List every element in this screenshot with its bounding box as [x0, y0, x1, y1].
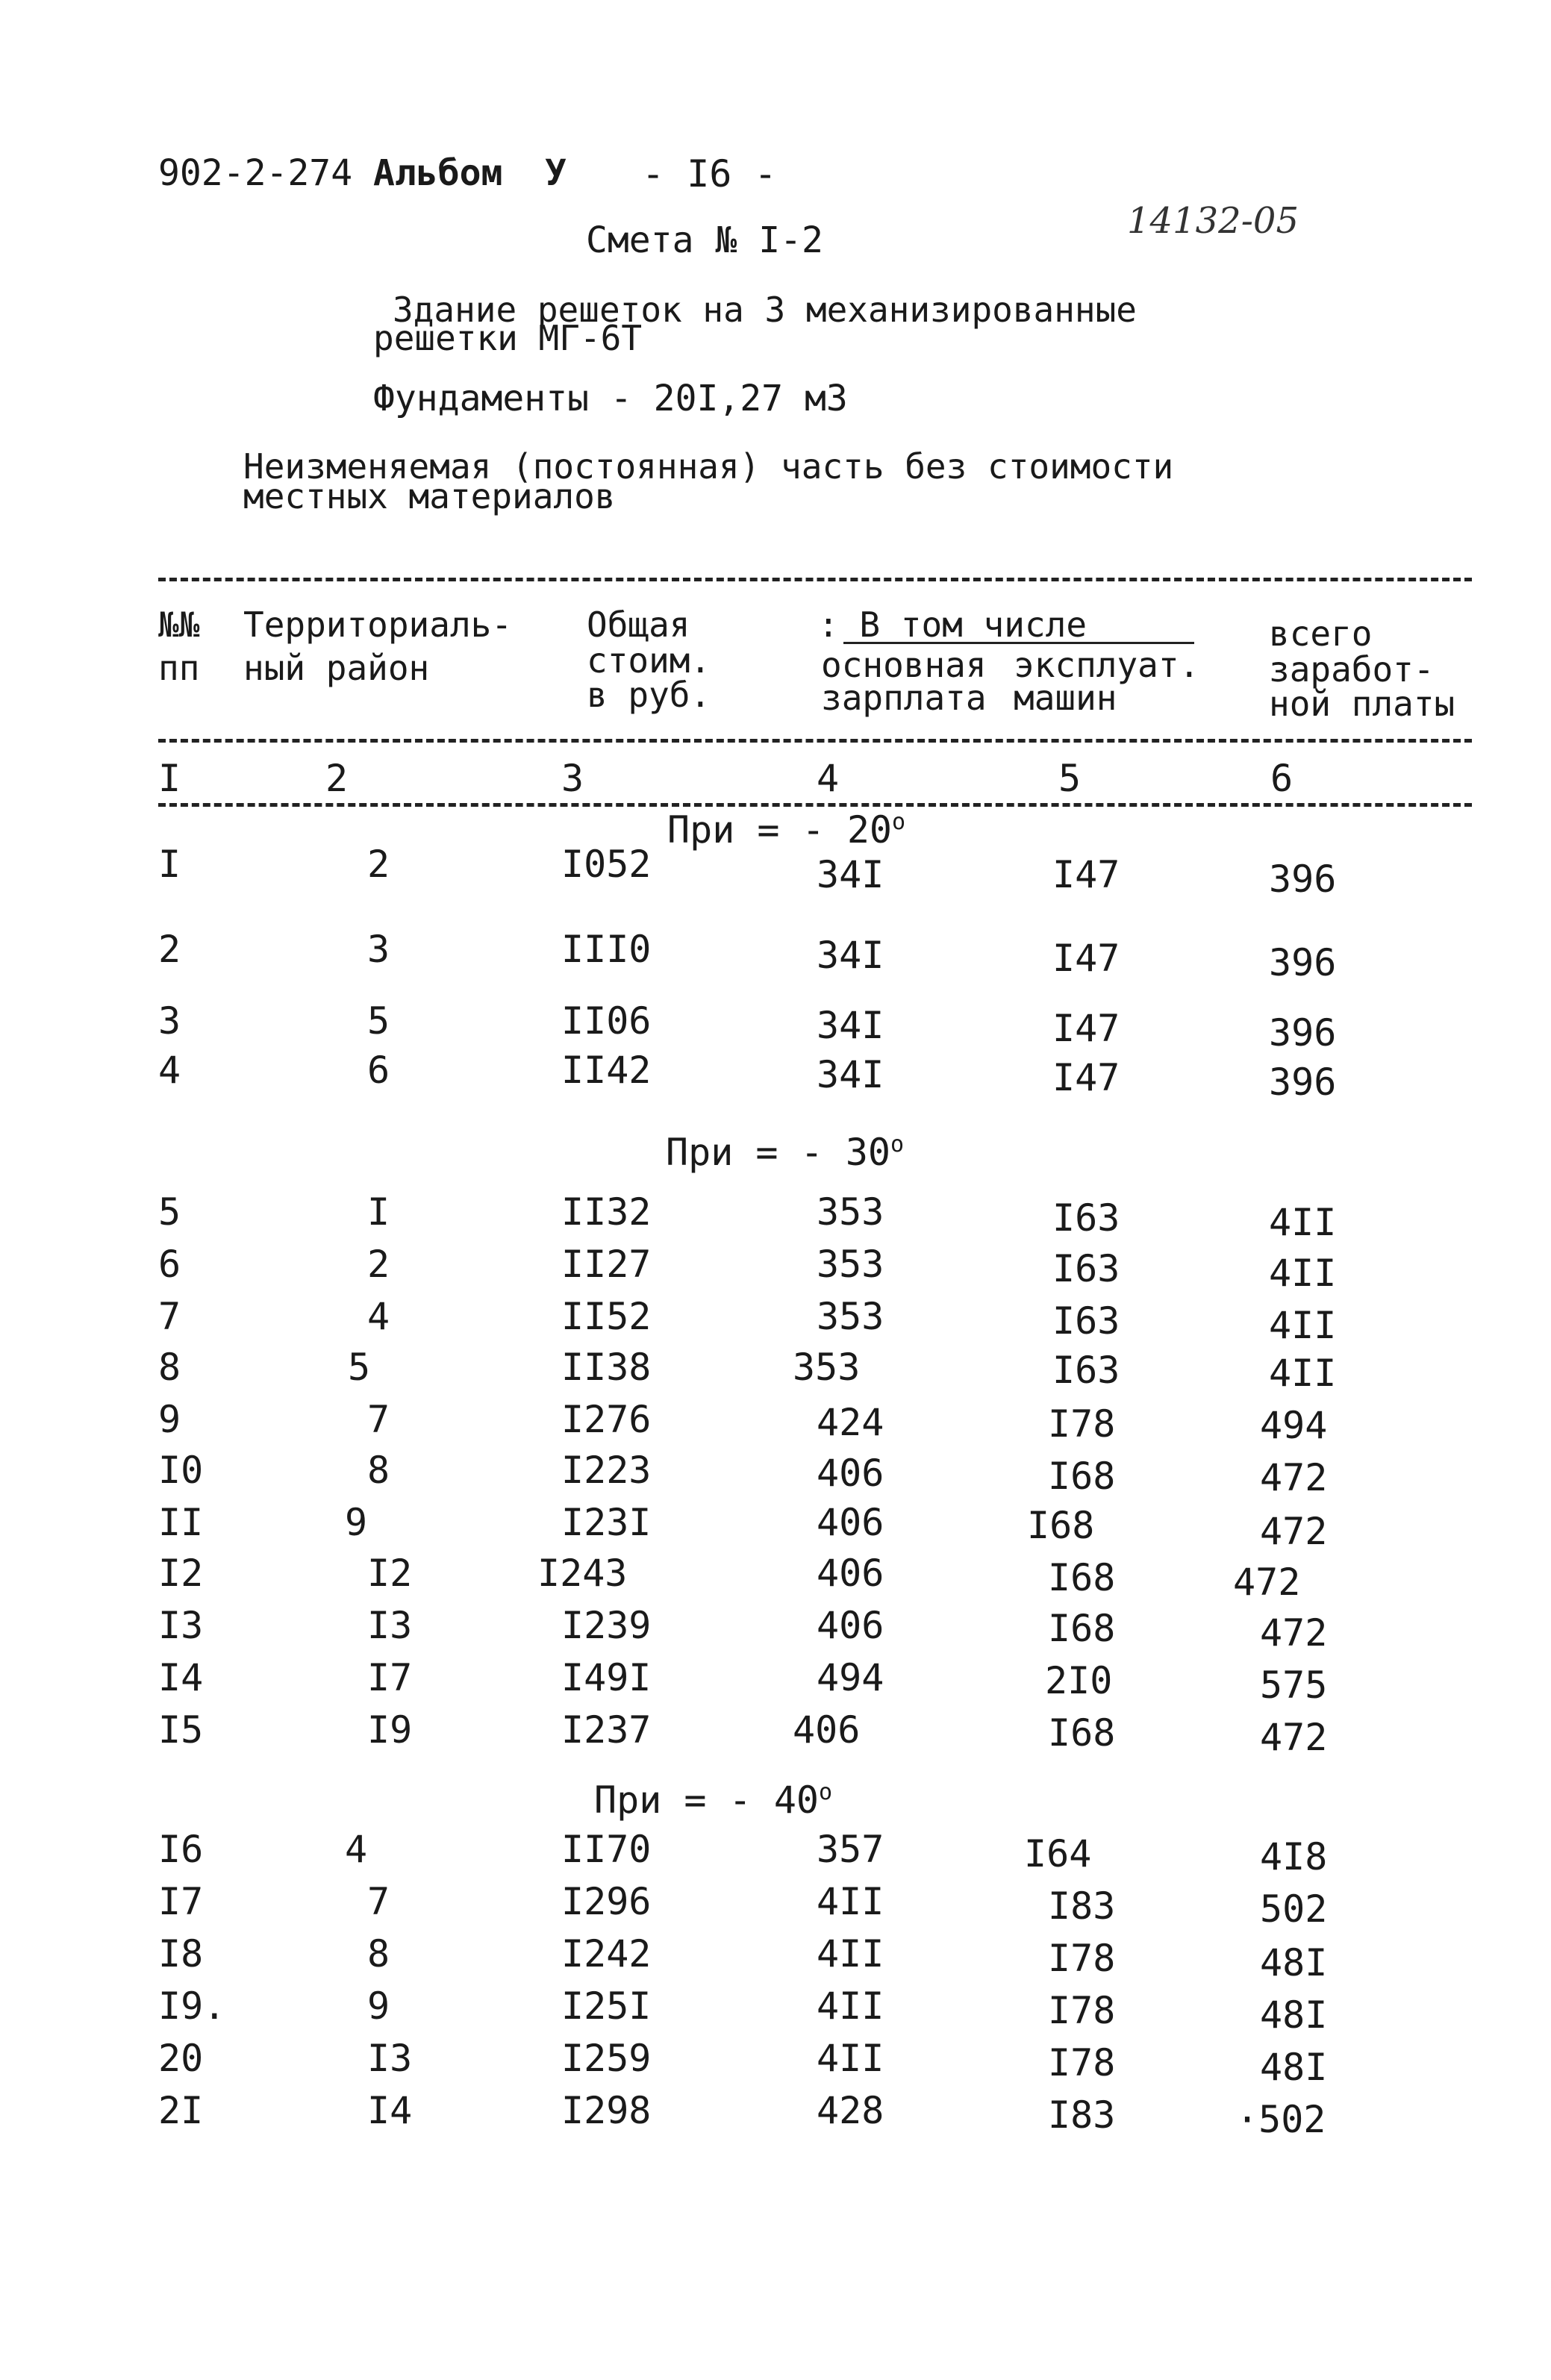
cell-total: II27	[561, 1243, 652, 1286]
cell-total: III0	[561, 928, 652, 971]
cell-machines: I78	[1048, 1937, 1116, 1980]
cell-number: 6	[158, 1243, 181, 1286]
part-description-2: местных материалов	[243, 476, 616, 516]
header-group-label: : В том числе	[818, 605, 1087, 645]
header-col1-line2: пп	[158, 648, 200, 688]
degree-mark: о	[890, 1131, 905, 1158]
cell-number: I8	[158, 1932, 204, 1975]
header-col4-line1: основная	[821, 645, 987, 685]
cell-number: 8	[158, 1346, 181, 1389]
table-row	[0, 843, 1551, 901]
cell-total: I052	[561, 843, 652, 886]
cell-machines: I63	[1052, 1247, 1120, 1290]
cell-salary: 406	[793, 1708, 861, 1752]
degree-mark: о	[892, 809, 906, 835]
cell-total: II32	[561, 1190, 652, 1234]
cell-region: 9	[367, 1984, 390, 2028]
header-col6-line3: ной платы	[1269, 684, 1455, 724]
cell-total: I223	[561, 1449, 652, 1492]
foundations-volume: Фундаменты - 20I,27 м3	[373, 378, 848, 419]
cell-region: 8	[367, 1932, 390, 1975]
header-col4-line2: зарплата	[821, 678, 987, 718]
cell-machines: I68	[1027, 1504, 1095, 1547]
cell-region: 4	[345, 1828, 368, 1871]
cell-number: 3	[158, 999, 181, 1043]
table-row	[0, 1243, 1551, 1295]
table-row	[0, 1049, 1551, 1104]
cell-wages: 396	[1269, 941, 1337, 984]
table-row	[0, 1398, 1551, 1447]
cell-wages: 472	[1233, 1561, 1301, 1604]
cell-wages: 396	[1269, 858, 1337, 901]
cell-salary: 4II	[817, 1932, 884, 1975]
header-col3-line1: Общая	[587, 605, 690, 645]
cell-salary: 406	[817, 1604, 884, 1647]
cell-salary: 34I	[817, 1004, 884, 1047]
cell-region: I7	[367, 1656, 413, 1699]
cell-salary: 353	[817, 1243, 884, 1286]
cell-number: 20	[158, 2037, 204, 2080]
cell-region: 3	[367, 928, 390, 971]
building-line-1: Здание решеток на 3 механизированные	[393, 290, 1137, 330]
header-col5-line2: машин	[1014, 678, 1117, 718]
cell-region: 7	[367, 1398, 390, 1441]
cell-total: I296	[561, 1880, 652, 1923]
cell-salary: 353	[793, 1346, 861, 1389]
header-col6-line2: заработ-	[1269, 649, 1435, 690]
part-description-1: Неизменяемая (постоянная) часть без стоимости	[243, 446, 1174, 487]
cell-salary: 406	[817, 1452, 884, 1495]
cell-number: I2	[158, 1552, 204, 1595]
condition-text: При = - 40	[594, 1778, 820, 1822]
table-row	[0, 1295, 1551, 1347]
cell-wages: 4II	[1269, 1252, 1337, 1295]
cell-number: 9	[158, 1398, 181, 1441]
page-number: - I6 -	[642, 152, 777, 196]
header-col2-line1: Территориаль-	[243, 605, 513, 645]
cell-salary: 4II	[817, 2037, 884, 2080]
cell-number: I3	[158, 1604, 204, 1647]
header-col6-line1: всего	[1269, 613, 1373, 654]
header-bottom-rule	[158, 739, 1472, 743]
column-number-5: 5	[1058, 757, 1082, 800]
cell-salary: 406	[817, 1552, 884, 1595]
table-row	[0, 1346, 1551, 1395]
cell-total: I243	[537, 1552, 628, 1595]
cell-wages: 396	[1269, 1061, 1337, 1104]
building-line-2: решетки МГ-6Т	[373, 318, 643, 358]
cell-number: I4	[158, 1656, 204, 1699]
cell-region: 2	[367, 1243, 390, 1286]
cell-wages: 494	[1260, 1404, 1328, 1447]
cell-salary: 4II	[817, 1984, 884, 2028]
cell-salary: 424	[817, 1401, 884, 1444]
cell-wages: 472	[1260, 1716, 1328, 1759]
cell-machines: I68	[1048, 1711, 1116, 1755]
cell-machines: I78	[1048, 1989, 1116, 2032]
document-code: 902-2-274	[158, 152, 353, 194]
cell-number: 4	[158, 1049, 181, 1092]
cell-total: II70	[561, 1828, 652, 1871]
cell-salary: 353	[817, 1190, 884, 1234]
cell-machines: I63	[1052, 1299, 1120, 1343]
cell-region: I4	[367, 2089, 413, 2132]
header-col3-line3: в руб.	[587, 675, 711, 715]
cell-machines: I63	[1052, 1349, 1120, 1392]
cell-salary: 428	[817, 2089, 884, 2132]
album-number: У	[545, 152, 567, 194]
cell-salary: 34I	[817, 934, 884, 977]
column-number-2: 2	[325, 757, 349, 800]
cell-region: I3	[367, 2037, 413, 2080]
column-number-rule	[158, 803, 1472, 807]
column-number-1: I	[158, 757, 181, 800]
cell-salary: 4II	[817, 1880, 884, 1923]
cell-salary: 406	[817, 1501, 884, 1544]
cell-machines: I78	[1048, 2041, 1116, 2084]
cell-machines: I47	[1052, 1056, 1120, 1099]
table-row	[0, 999, 1551, 1055]
cell-region: 8	[367, 1449, 390, 1492]
header-col3-line2: стоим.	[587, 640, 711, 681]
cell-machines: I83	[1048, 2093, 1116, 2137]
cell-number: 2I	[158, 2089, 204, 2132]
cell-machines: I63	[1052, 1196, 1120, 1240]
column-number-6: 6	[1270, 757, 1293, 800]
cell-region: 5	[348, 1346, 371, 1389]
cell-salary: 34I	[817, 1053, 884, 1096]
cell-machines: 2I0	[1045, 1659, 1113, 1702]
cell-total: I242	[561, 1932, 652, 1975]
cell-wages: 502	[1260, 1887, 1328, 1931]
cell-region: 9	[345, 1501, 368, 1544]
table-row	[0, 1880, 1551, 1931]
handwritten-reference: 14132-05	[1127, 200, 1299, 242]
table-top-rule	[158, 578, 1472, 581]
cell-region: 5	[367, 999, 390, 1043]
table-row	[0, 1552, 1551, 1604]
cell-number: 7	[158, 1295, 181, 1338]
cell-number: I5	[158, 1708, 204, 1752]
cell-wages: 4II	[1269, 1201, 1337, 1244]
cell-number: 2	[158, 928, 181, 971]
table-row	[0, 1932, 1551, 1984]
cell-wages: 396	[1269, 1011, 1337, 1055]
cell-wages: 4I8	[1260, 1835, 1328, 1878]
table-row	[0, 1708, 1551, 1759]
cell-region: I2	[367, 1552, 413, 1595]
cell-wages: 48I	[1260, 2046, 1328, 2089]
cell-machines: I47	[1052, 937, 1120, 980]
cell-wages: 472	[1260, 1510, 1328, 1553]
cell-machines: I83	[1048, 1884, 1116, 1928]
cell-wages: 4II	[1269, 1352, 1337, 1395]
cell-wages: 575	[1260, 1664, 1328, 1707]
cell-salary: 357	[817, 1828, 884, 1871]
cell-wages: 472	[1260, 1611, 1328, 1655]
header-col5-line1: эксплуат.	[1014, 645, 1200, 685]
table-row	[0, 928, 1551, 984]
table-row	[0, 1828, 1551, 1878]
header-col2-line2: ный район	[243, 648, 430, 688]
cell-total: I276	[561, 1398, 652, 1441]
cell-total: II42	[561, 1049, 652, 1092]
album-label: Альбом	[373, 152, 503, 194]
table-row	[0, 1984, 1551, 2037]
cell-total: I23I	[561, 1501, 652, 1544]
cell-wages: 4II	[1269, 1304, 1337, 1347]
cell-wages: ·502	[1236, 2098, 1326, 2141]
cell-total: II06	[561, 999, 652, 1043]
cell-salary: 494	[817, 1656, 884, 1699]
cell-region: I9	[367, 1708, 413, 1752]
cell-region: 6	[367, 1049, 390, 1092]
cell-machines: I68	[1048, 1455, 1116, 1498]
cell-region: 2	[367, 843, 390, 886]
cell-machines: I64	[1024, 1832, 1092, 1875]
cell-number: 5	[158, 1190, 181, 1234]
cell-machines: I68	[1048, 1556, 1116, 1599]
cell-salary: 34I	[817, 853, 884, 896]
cell-region: I3	[367, 1604, 413, 1647]
header-col1-line1: №№	[158, 605, 200, 645]
cell-total: I237	[561, 1708, 652, 1752]
cell-machines: I68	[1048, 1607, 1116, 1650]
cell-number: I9.	[158, 1984, 226, 2028]
cell-number: I	[158, 843, 181, 886]
cell-total: I298	[561, 2089, 652, 2132]
cell-total: I25I	[561, 1984, 652, 2028]
cell-total: I259	[561, 2037, 652, 2080]
cell-total: II38	[561, 1346, 652, 1389]
table-row	[0, 1604, 1551, 1655]
table-row	[0, 2089, 1551, 2141]
cell-number: II	[158, 1501, 204, 1544]
table-row	[0, 1501, 1551, 1553]
condition-label-40	[594, 1779, 832, 1821]
table-row	[0, 1190, 1551, 1244]
cell-salary: 353	[817, 1295, 884, 1338]
cell-number: I7	[158, 1880, 204, 1923]
cell-machines: I47	[1052, 1007, 1120, 1050]
cell-region: 7	[367, 1880, 390, 1923]
cell-wages: 48I	[1260, 1941, 1328, 1984]
cell-wages: 48I	[1260, 1993, 1328, 2037]
table-row	[0, 2037, 1551, 2089]
cell-wages: 472	[1260, 1456, 1328, 1499]
header-group-underline	[843, 642, 1194, 644]
cell-machines: I78	[1048, 1402, 1116, 1446]
cell-number: I0	[158, 1449, 204, 1492]
cell-number: I6	[158, 1828, 204, 1871]
estimate-title: Смета № I-2	[586, 219, 823, 261]
column-number-3: 3	[561, 757, 584, 800]
cell-total: I49I	[561, 1656, 652, 1699]
condition-text: При = - 30	[666, 1131, 891, 1174]
condition-label-30	[666, 1131, 904, 1173]
cell-total: I239	[561, 1604, 652, 1647]
table-row	[0, 1449, 1551, 1499]
column-number-4: 4	[817, 757, 840, 800]
condition-text: При = - 20	[667, 808, 893, 852]
cell-machines: I47	[1052, 853, 1120, 896]
cell-region: 4	[367, 1295, 390, 1338]
cell-region: I	[367, 1190, 390, 1234]
table-row	[0, 1656, 1551, 1707]
degree-mark: о	[819, 1779, 833, 1805]
cell-total: II52	[561, 1295, 652, 1338]
